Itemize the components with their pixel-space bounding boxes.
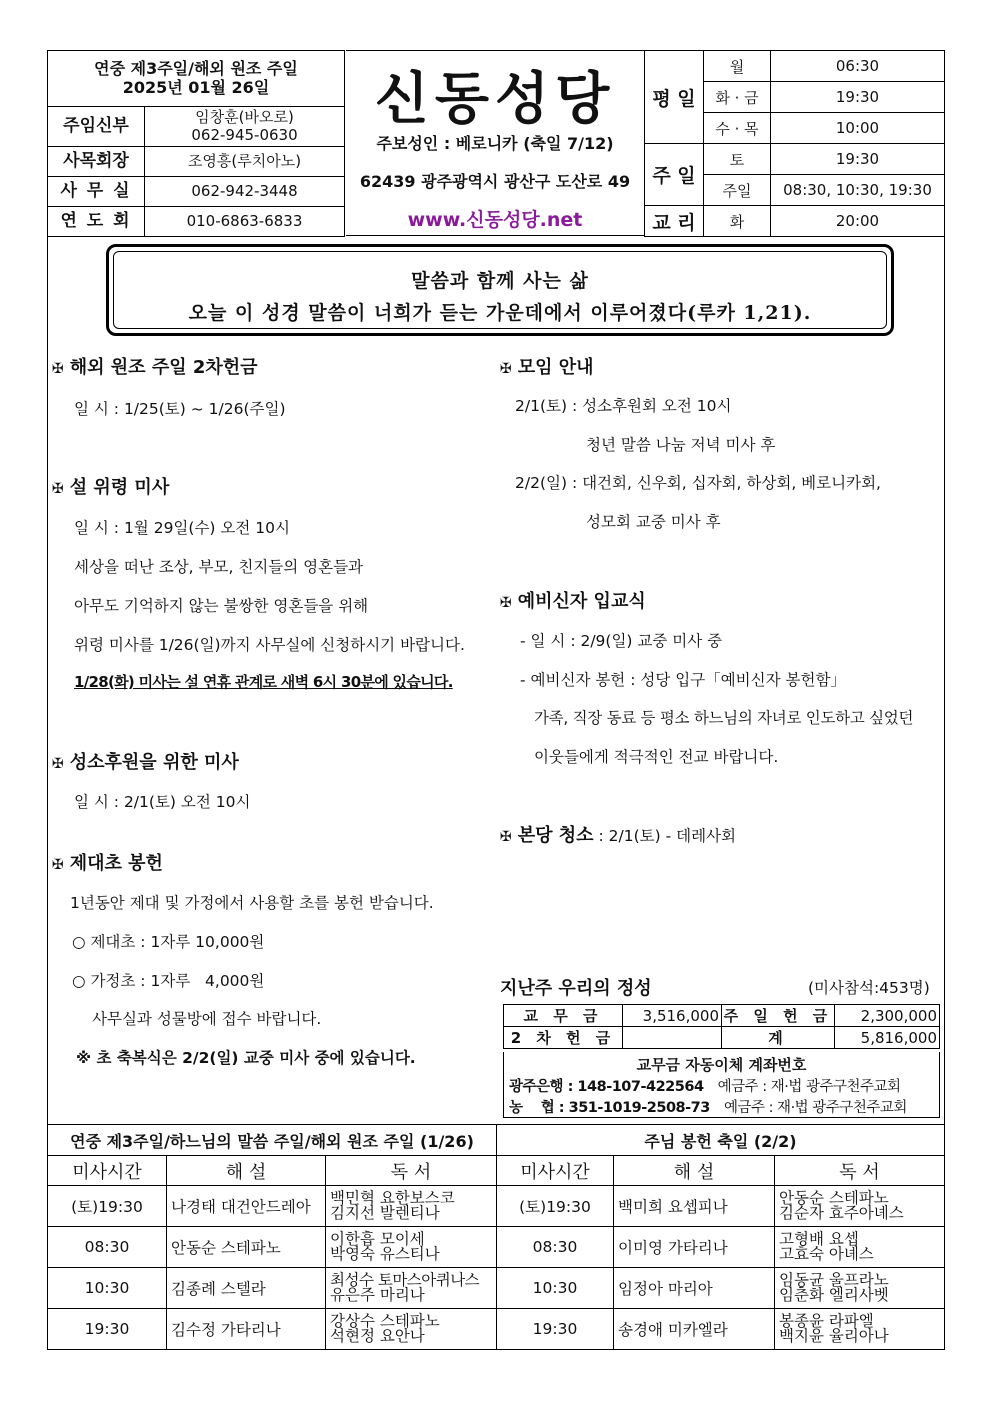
council-label: 사목회장: [48, 147, 145, 177]
mass-time: 19:30: [771, 144, 945, 175]
meeting-line: 2/2(일) : 대건회, 신우회, 십자회, 하상회, 베로니카회,: [515, 474, 881, 492]
roster-left-title: 연중 제3주일/하느님의 말씀 주일/해외 원조 주일 (1/26): [48, 1125, 497, 1156]
section-title-text: 설 위령 미사: [69, 477, 170, 498]
bulletin-date: 2025년 01월 26일: [122, 77, 270, 97]
account-title: 교무금 자동이체 계좌번호: [636, 1056, 807, 1074]
cross-icon: ✠: [52, 857, 64, 873]
motto-box: [106, 244, 894, 336]
mass-time: 19:30: [771, 82, 945, 113]
mass-day: 토: [704, 144, 771, 175]
total-label: 계: [722, 1027, 835, 1049]
col-mass-time: 미사시간: [48, 1156, 167, 1186]
reader-name: 김지선 발렌티나: [330, 1204, 440, 1222]
reader-name: 석현정 요안나: [330, 1327, 425, 1345]
table-row: [48, 1309, 945, 1350]
reader-name: 박영숙 유스티나: [330, 1245, 440, 1263]
commentator: 안동순 스테파노: [167, 1227, 326, 1268]
page-border-left: [47, 236, 48, 1124]
account-holder: 예금주 : 재·법 광주구천주교회: [717, 1079, 901, 1095]
col-reader: 독 서: [775, 1156, 945, 1186]
section-title-text: 성소후원을 위한 미사: [69, 752, 239, 773]
meeting-line: 2/1(토) : 성소후원회 오전 10시: [515, 397, 732, 415]
commentator: 나경태 대건안드레아: [167, 1186, 326, 1227]
account-line: [509, 1096, 907, 1117]
readers: [775, 1227, 945, 1268]
mass-time: 10:30: [497, 1268, 614, 1309]
catechumen-line: 가족, 직장 동료 등 평소 하느님의 자녀로 인도하고 싶었던: [534, 709, 914, 727]
collection-value: 3,516,000: [623, 1005, 722, 1027]
commentator: 송경애 미카엘라: [614, 1309, 775, 1350]
account-box: [503, 1052, 940, 1118]
cross-icon: ✠: [52, 481, 64, 497]
meeting-line: 청년 말씀 나눔 저녁 미사 후: [586, 436, 776, 454]
col-mass-time: 미사시간: [497, 1156, 614, 1186]
mass-day: 화 · 금: [704, 82, 771, 113]
section-title-vocation: [52, 748, 239, 774]
cross-icon: ✠: [52, 361, 64, 377]
account-holder: 예금주 : 재·법 광주구천주교회: [723, 1100, 907, 1116]
office-phone: 062-942-3448: [145, 177, 345, 207]
aid-dates: 일 시 : 1/25(토) ~ 1/26(주일): [74, 400, 286, 418]
mass-day: 월: [704, 51, 771, 82]
reader-name: 유은주 마리나: [330, 1286, 425, 1304]
attendance-count: (미사참석:453명): [808, 979, 930, 997]
sunday-collection-label: 주 일 헌 금: [722, 1005, 835, 1027]
church-title-block: [346, 50, 644, 236]
readers: [775, 1268, 945, 1309]
cross-icon: ✠: [500, 595, 512, 611]
readers: [326, 1227, 497, 1268]
readers: [326, 1309, 497, 1350]
section-cleaning: [500, 821, 736, 847]
table-row: [48, 1227, 945, 1268]
reader-name: 강상수 스테파노: [330, 1311, 440, 1330]
table-row: [48, 1186, 945, 1227]
church-website-link[interactable]: www.신동성당.net: [407, 209, 583, 231]
section-title-aid: [52, 353, 258, 379]
mass-time: 08:30, 10:30, 19:30: [771, 175, 945, 206]
patron-saint: 주보성인 : 베로니카 (축일 7/12): [376, 134, 614, 153]
church-address: 62439 광주광역시 광산구 도산로 49: [359, 172, 631, 191]
mass-time: 10:00: [771, 113, 945, 144]
offering-title: 지난주 우리의 정성: [500, 978, 652, 999]
memorial-line: 아무도 기억하지 않는 불쌍한 영혼들을 위해: [74, 597, 369, 615]
candle-line: 1년동안 제대 및 가정에서 사용할 초를 봉헌 받습니다.: [70, 894, 434, 912]
cross-icon: ✠: [500, 829, 512, 845]
candle-line: ○ 가정초 : 1자루 4,000원: [72, 972, 265, 990]
reader-name: 최성수 토마스아퀴나스: [330, 1270, 480, 1289]
mass-day: 주일: [704, 175, 771, 206]
second-collection-label: 2 차 헌 금: [504, 1027, 623, 1049]
readers: [775, 1186, 945, 1227]
account-bank: 광주은행 : 148-107-422564: [509, 1079, 704, 1095]
pastor-cell: [145, 107, 345, 147]
section-title-text: 본당 청소: [517, 825, 594, 846]
readers: [775, 1309, 945, 1350]
pastor-phone: 062-945-0630: [191, 125, 298, 144]
section-title-memorial: [52, 473, 169, 499]
pastor-label: 주임신부: [48, 107, 145, 147]
section-title-text: 예비신자 입교식: [517, 591, 646, 612]
catechumen-line: 이웃들에게 적극적인 전교 바랍니다.: [534, 748, 779, 766]
reader-name: 이한흡 모이세: [330, 1229, 425, 1248]
office-label: 사 무 실: [48, 177, 145, 207]
col-reader: 독 서: [326, 1156, 497, 1186]
ministry-roster-table: [47, 1124, 945, 1350]
reader-name: 안동순 스테파노: [779, 1188, 889, 1207]
mass-time: 08:30: [48, 1227, 167, 1268]
commentator: 김종례 스텔라: [167, 1268, 326, 1309]
motto-title: 말씀과 함께 사는 삶: [411, 270, 589, 292]
readers: [326, 1186, 497, 1227]
reader-name: 봉종윤 라파엘: [779, 1311, 874, 1330]
reader-name: 고형배 요셉: [779, 1229, 859, 1248]
memorial-line: 세상을 떠난 조상, 부모, 친지들의 영혼들과: [74, 558, 364, 576]
col-commentator: 해 설: [167, 1156, 326, 1186]
reader-name: 백민혁 요한보스코: [330, 1188, 455, 1207]
reader-name: 고효숙 아녜스: [779, 1245, 874, 1263]
table-row: [48, 1268, 945, 1309]
commentator: 임정아 마리아: [614, 1268, 775, 1309]
candle-line: 사무실과 성물방에 접수 바랍니다.: [92, 1010, 322, 1028]
liturgy-cell: [48, 51, 345, 107]
readers: [326, 1268, 497, 1309]
collection-label: 교 무 금: [504, 1005, 623, 1027]
memorial-line: 위령 미사를 1/26(일)까지 사무실에 신청하시기 바랍니다.: [74, 636, 465, 654]
mass-time: 08:30: [497, 1227, 614, 1268]
cross-icon: ✠: [52, 756, 64, 772]
weekday-label: 평 일: [645, 51, 704, 144]
church-name: 신동성당: [374, 67, 616, 132]
commentator: 백미희 요셉피나: [614, 1186, 775, 1227]
account-line: [509, 1075, 901, 1096]
sunday-collection-value: 2,300,000: [835, 1005, 940, 1027]
mass-time: (토)19:30: [48, 1186, 167, 1227]
mass-day: 수 · 목: [704, 113, 771, 144]
roster-right-title: 주님 봉헌 축일 (2/2): [497, 1125, 945, 1156]
total-value: 5,816,000: [835, 1027, 940, 1049]
reader-name: 김순자 효주아녜스: [779, 1204, 904, 1222]
reader-name: 백지윤 율리아나: [779, 1327, 889, 1345]
motto-verse: 오늘 이 성경 말씀이 너희가 듣는 가운데에서 이루어졌다(루카 1,21).: [188, 302, 812, 324]
account-bank: 농 협 : 351-1019-2508-73: [509, 1100, 710, 1116]
council-name: 조영흥(루치아노): [145, 147, 345, 177]
section-title-catechumen: [500, 587, 646, 613]
header-info-table: [47, 50, 345, 237]
yeondo-phone: 010-6863-6833: [145, 207, 345, 237]
mass-day: 화: [704, 206, 771, 237]
liturgical-day: 연중 제3주일/해외 원조 주일: [94, 59, 298, 79]
commentator: 김수정 가타리나: [167, 1309, 326, 1350]
offering-table: [503, 1004, 940, 1049]
motto-inner-frame: [113, 251, 887, 329]
yeondo-label: 연 도 회: [48, 207, 145, 237]
section-title-text: 해외 원조 주일 2차헌금: [69, 357, 258, 378]
sunday-label: 주 일: [645, 144, 704, 206]
candle-line: ○ 제대초 : 1자루 10,000원: [72, 933, 265, 951]
reader-name: 임동균 울프라노: [779, 1270, 889, 1289]
second-collection-value: [623, 1027, 722, 1049]
vocation-date: 일 시 : 2/1(토) 오전 10시: [74, 793, 251, 811]
pastor-name: 임창훈(바오로): [195, 108, 294, 127]
section-title-meetings: [500, 353, 594, 379]
mass-times-table: [644, 50, 945, 237]
mass-time: 06:30: [771, 51, 945, 82]
section-title-text: 모임 안내: [517, 357, 594, 378]
candle-blessing-note: ※ 초 축복식은 2/2(일) 교중 미사 중에 있습니다.: [76, 1049, 416, 1067]
memorial-notice: 1/28(화) 미사는 설 연휴 관계로 새벽 6시 30분에 있습니다.: [74, 673, 453, 691]
cross-icon: ✠: [500, 361, 512, 377]
col-commentator: 해 설: [614, 1156, 775, 1186]
page-border-right: [944, 236, 945, 1124]
memorial-line: 일 시 : 1월 29일(수) 오전 10시: [74, 519, 290, 537]
catechism-label: 교 리: [645, 206, 704, 237]
catechumen-line: - 예비신자 봉헌 : 성당 입구「예비신자 봉헌함」: [520, 671, 846, 689]
mass-time: 20:00: [771, 206, 945, 237]
commentator: 이미영 가타리나: [614, 1227, 775, 1268]
section-title-text: 제대초 봉헌: [69, 853, 163, 874]
mass-time: 10:30: [48, 1268, 167, 1309]
section-title-candle: [52, 849, 163, 875]
mass-time: 19:30: [48, 1309, 167, 1350]
mass-time: 19:30: [497, 1309, 614, 1350]
mass-time: (토)19:30: [497, 1186, 614, 1227]
cleaning-text: : 2/1(토) - 데레사회: [593, 827, 736, 845]
catechumen-line: - 일 시 : 2/9(일) 교중 미사 중: [520, 632, 723, 650]
reader-name: 임춘화 엘리사벳: [779, 1286, 889, 1304]
meeting-line: 성모회 교중 미사 후: [586, 513, 721, 531]
